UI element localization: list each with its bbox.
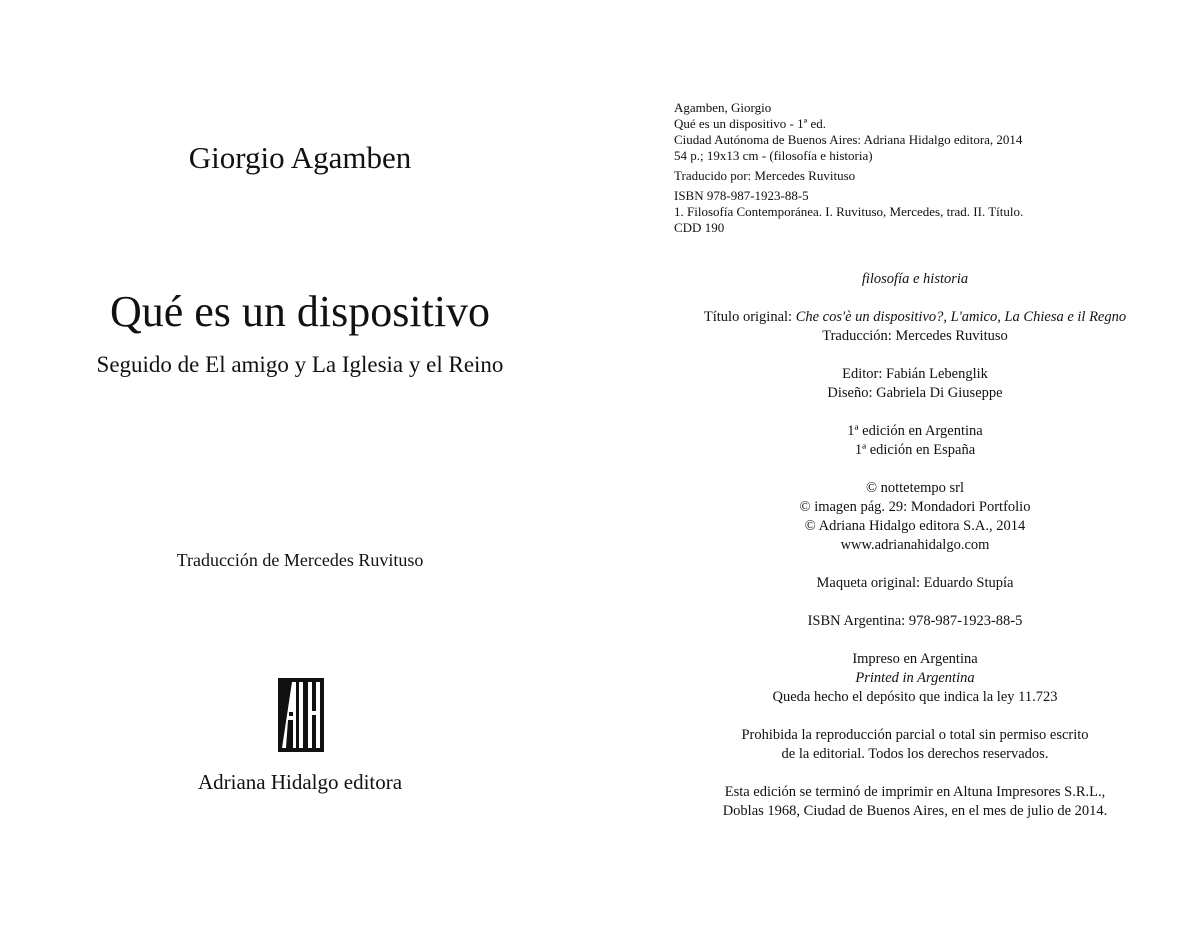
cip-line: CDD 190: [674, 220, 725, 235]
translation-line: Traducción: Mercedes Ruvituso: [822, 328, 1008, 344]
original-title: [600, 308, 1200, 327]
edition-spain: 1ª edición en España: [854, 442, 976, 458]
colophon: Doblas 1968, Ciudad de Buenos Aires, en el mes de julio de 2014.: [722, 803, 1108, 819]
website-line: www.adrianahidalgo.com: [840, 537, 990, 553]
cataloging-block: [674, 100, 1144, 236]
collection-name: filosofía e historia: [861, 271, 969, 287]
original-title-value: Che cos'è un dispositivo?, L'amico, La Chiesa e il Regno: [795, 309, 1127, 325]
design-line: Diseño: Gabriela Di Giuseppe: [827, 385, 1003, 401]
ah-publisher-logo-icon: [278, 678, 324, 752]
copyright-line: © imagen pág. 29: Mondadori Portfolio: [799, 499, 1031, 515]
rights-notice: Prohibida la reproducción parcial o total sin permiso escrito: [741, 727, 1089, 743]
copyright-line: © nottetempo srl: [865, 480, 964, 496]
credits-block: [600, 270, 1200, 821]
colophon: Esta edición se terminó de imprimir en Altuna Impresores S.R.L.,: [724, 784, 1106, 800]
cip-line: Traducido por: Mercedes Ruvituso: [674, 168, 856, 183]
editor-line: Editor: Fabián Lebenglik: [842, 366, 988, 382]
translation-credit: Traducción de Mercedes Ruvituso: [176, 550, 424, 570]
book-subtitle: Seguido de El amigo y La Iglesia y el Reino: [96, 352, 504, 377]
copyright-line: © Adriana Hidalgo editora S.A., 2014: [804, 518, 1026, 534]
printed-in-en: Printed in Argentina: [855, 670, 975, 686]
cip-line: ISBN 978-987-1923-88-5: [674, 188, 809, 203]
cip-line: 54 p.; 19x13 cm - (filosofía e historia): [674, 148, 873, 163]
original-title-label: Título original:: [703, 309, 793, 325]
cip-line: Ciudad Autónoma de Buenos Aires: Adriana Hidalgo editora, 2014: [674, 132, 1023, 147]
legal-deposit: Queda hecho el depósito que indica la ley 11.723: [772, 689, 1058, 705]
cip-line: Agamben, Giorgio: [674, 100, 772, 115]
rights-notice: de la editorial. Todos los derechos reservados.: [781, 746, 1049, 762]
edition-argentina: 1ª edición en Argentina: [847, 423, 983, 439]
publisher-name: Adriana Hidalgo editora: [197, 770, 403, 794]
layout-credit: Maqueta original: Eduardo Stupía: [816, 575, 1014, 591]
cip-line: Qué es un dispositivo - 1ª ed.: [674, 116, 826, 131]
cip-line: 1. Filosofía Contemporánea. I. Ruvituso, Mercedes, trad. II. Título.: [674, 204, 1024, 219]
book-title: Qué es un dispositivo: [109, 287, 491, 336]
right-page: [600, 0, 1200, 927]
author-name: Giorgio Agamben: [188, 140, 412, 175]
printed-in-es: Impreso en Argentina: [852, 651, 978, 667]
isbn-line: ISBN Argentina: 978-987-1923-88-5: [807, 613, 1023, 629]
